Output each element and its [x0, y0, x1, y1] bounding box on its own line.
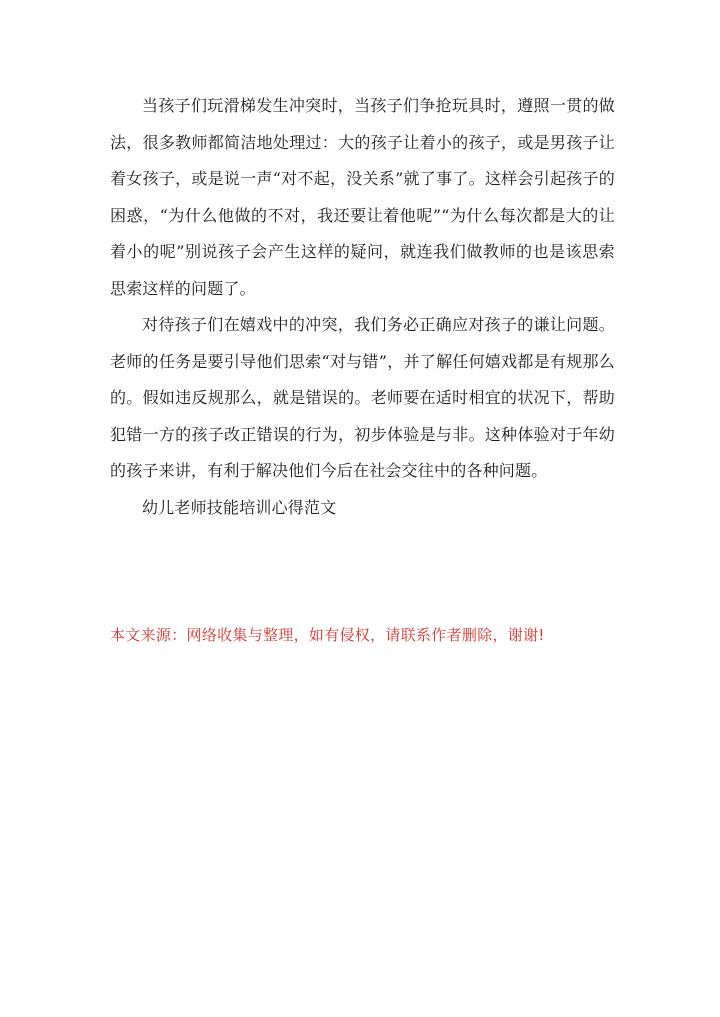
- source-disclaimer: 本文来源：网络收集与整理，如有侵权，请联系作者删除，谢谢!: [110, 626, 545, 644]
- paragraph-1: 当孩子们玩滑梯发生冲突时，当孩子们争抢玩具时，遵照一贯的做法，很多教师都简洁地处理过：大的孩子让着小的孩子，或是男孩子让着女孩子，或是说一声“对不起，没关系”就了事了。这样会引起孩子的困惑，“为什么他做的不对，我还要让着他呢”“为什么每次都是大的让着小的呢”别说孩子会产生这样的疑问，就连我们做教师的也是该思索思索这样的问题了。: [110, 96, 615, 298]
- article-title-line: 幼儿老师技能培训心得范文: [142, 497, 337, 517]
- article-body: [110, 88, 615, 526]
- paragraph-2: 对待孩子们在嬉戏中的冲突，我们务必正确应对孩子的谦让问题。老师的任务是要引导他们思索“对与错”，并了解任何嬉戏都是有规那么的。假如违反规那么，就是错误的。老师要在适时相宜的状况下，帮助犯错一方的孩子改正错误的行为，初步体验是与非。这种体验对于年幼的孩子来讲，有利于解决他们今后在社会交往中的各种问题。: [110, 315, 615, 480]
